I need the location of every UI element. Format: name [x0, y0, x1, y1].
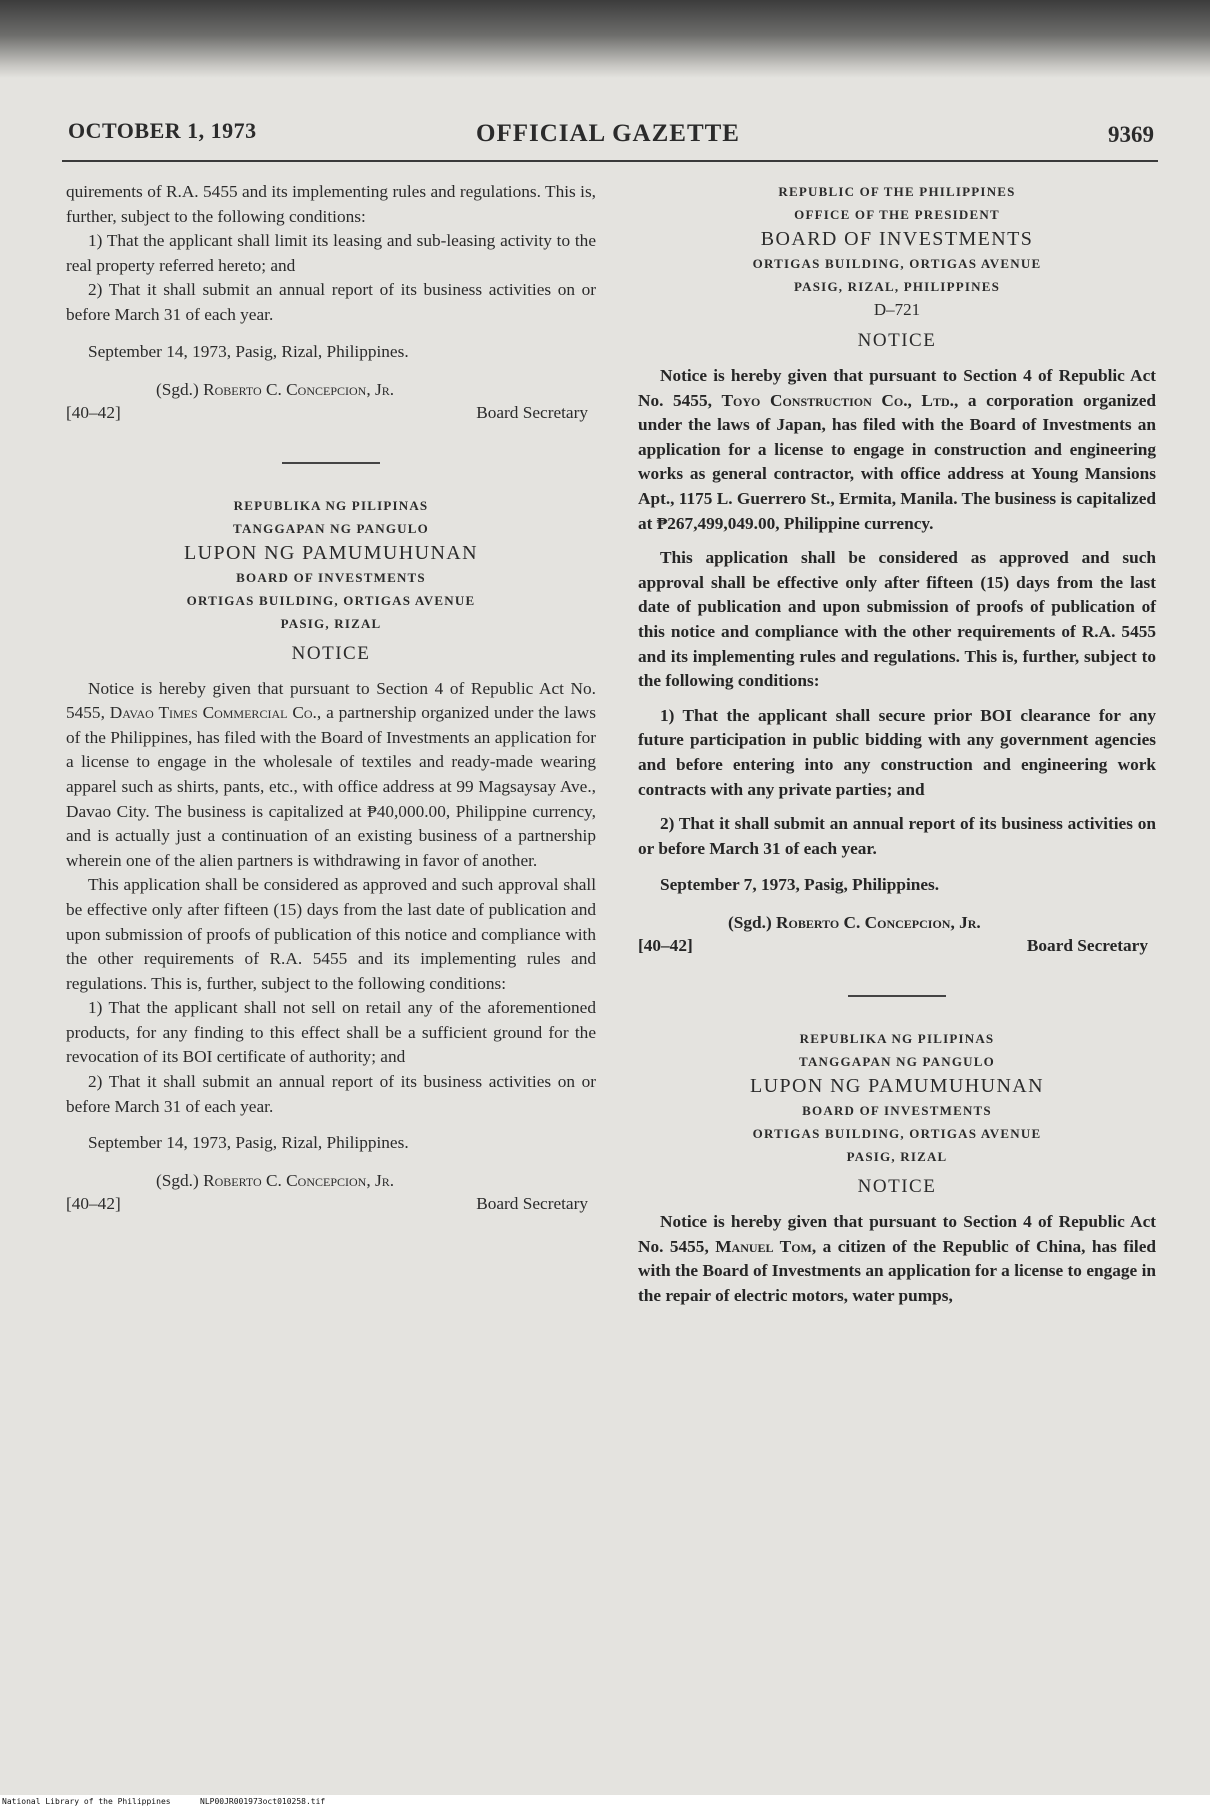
continued-intro: quirements of R.A. 5455 and its implementing rules and regulations. This is, further, subject to the following conditions: — [66, 182, 596, 226]
signatory-title: Board Secretary — [476, 1194, 588, 1214]
heading-board: BOARD OF INVESTMENTS — [760, 228, 1034, 250]
paragraph-text: Notice is hereby given that pursuant to Section 4 of Republic Act No. 5455, — [638, 1212, 1156, 1256]
signatory-name: Roberto C. Concepcion, Jr. — [776, 913, 981, 933]
header-page-number: 9369 — [1108, 122, 1154, 147]
heading-city: PASIG, RIZAL, PHILIPPINES — [793, 279, 1000, 294]
signatory-name: Roberto C. Concepcion, Jr. — [203, 379, 395, 399]
notice-toyo-construction — [638, 180, 1156, 957]
heading-lupon: LUPON NG PAMUMUHUNAN — [184, 541, 478, 564]
left-column — [66, 180, 596, 1215]
paragraph-text: Notice is hereby given that pursuant to Section 4 of Republic Act No. 5455, — [66, 678, 596, 723]
separator-rule — [282, 462, 380, 464]
heading-republika: REPUBLIKA NG PILIPINAS — [799, 1031, 995, 1047]
paragraph-text: Notice is hereby given that pursuant to Section 4 of Republic Act No. 5455, — [638, 366, 1156, 410]
continued-signature — [66, 378, 596, 424]
notice-paragraph-1 — [638, 364, 1156, 536]
notice-heading: NOTICE — [857, 1176, 937, 1198]
signatory-title: Board Secretary — [1026, 936, 1148, 956]
paragraph-text: , a corporation organized under the laws of Japan, has filed with the Board of Investments an application for a license to engage in construction and engineering works as general contractor, with office address at Young Mansions Apt., 1175 L. Guerrero St., Ermita, Manila. The business is capitalized at ₱267,499,049.00, Philippine currency. — [638, 390, 1156, 533]
heading-republic: REPUBLIC OF THE PHILIPPINES — [778, 184, 1016, 199]
notice-davao-times — [66, 494, 596, 1216]
heading-tanggapan: TANGGAPAN NG PANGULO — [233, 520, 429, 536]
notice-dateline: September 14, 1973, Pasig, Rizal, Philippines. — [88, 1133, 409, 1153]
continued-dateline: September 14, 1973, Pasig, Rizal, Philippines. — [88, 341, 409, 361]
notice-condition-2: 2) That it shall submit an annual report of its business activities on or before March 31 of each year. — [66, 1072, 596, 1116]
paragraph-text: , a citizen of the Republic of China, has filed with the Board of Investments an application for a license to engage in the repair of electric motors, water pumps, — [638, 1236, 1156, 1306]
heading-address: ORTIGAS BUILDING, ORTIGAS AVENUE — [752, 256, 1042, 271]
heading-board: BOARD OF INVESTMENTS — [236, 569, 426, 585]
sgd-prefix: (Sgd.) — [156, 379, 199, 399]
page-header — [62, 112, 1154, 158]
heading-board: BOARD OF INVESTMENTS — [802, 1103, 992, 1119]
signature-line — [156, 1169, 394, 1192]
notice-condition-1: 1) That the applicant shall not sell on retail any of the aforementioned products, for any finding to this effect shall be a sufficient ground for the revocation of its BOI certificate of authority; and — [66, 998, 596, 1067]
heading-address: ORTIGAS BUILDING, ORTIGAS AVENUE — [752, 1126, 1042, 1142]
notice-dateline: September 7, 1973, Pasig, Philippines. — [660, 875, 940, 895]
heading-city: PASIG, RIZAL — [280, 615, 382, 631]
notice-signature — [638, 911, 1156, 957]
signature-line — [156, 378, 394, 401]
right-column — [638, 180, 1156, 1309]
heading-republika: REPUBLIKA NG PILIPINAS — [233, 497, 429, 513]
publication-code: [40–42] — [638, 936, 693, 956]
notice-paragraph-1 — [638, 1210, 1156, 1308]
notice-paragraph-1 — [66, 677, 596, 874]
notice-manuel-tom — [638, 1027, 1156, 1308]
continued-condition-1: 1) That the applicant shall limit its leasing and sub-leasing activity to the real property referred hereto; and — [66, 231, 596, 275]
sgd-prefix: (Sgd.) — [156, 1171, 199, 1191]
scan-top-shadow — [0, 0, 1210, 78]
heading-address: ORTIGAS BUILDING, ORTIGAS AVENUE — [186, 592, 476, 608]
footer-filename: NLP00JR001973oct010258.tif — [200, 1797, 326, 1806]
notice-heading: NOTICE — [291, 642, 371, 664]
separator-rule — [848, 995, 946, 997]
signatory-name: Roberto C. Concepcion, Jr. — [203, 1171, 395, 1191]
heading-city: PASIG, RIZAL — [846, 1149, 948, 1165]
signature-line — [728, 911, 981, 934]
header-date: OCTOBER 1, 1973 — [68, 118, 257, 143]
notice-condition-1: 1) That the applicant shall secure prior BOI clearance for any future participation in public bidding with any government agencies and before entering into any construction and engineering work contracts with any private parties; and — [638, 705, 1156, 799]
footer-library: National Library of the Philippines — [2, 1797, 171, 1806]
heading-lupon: LUPON NG PAMUMUHUNAN — [750, 1075, 1044, 1098]
heading-docket: D–721 — [873, 300, 921, 319]
header-rule — [62, 160, 1158, 162]
heading-office: OFFICE OF THE PRESIDENT — [794, 207, 1000, 222]
signatory-title: Board Secretary — [476, 402, 588, 422]
header-title: OFFICIAL GAZETTE — [476, 120, 740, 147]
applicant-name: Manuel Tom — [715, 1236, 812, 1256]
heading-tanggapan: TANGGAPAN NG PANGULO — [799, 1054, 995, 1070]
scan-footer — [0, 1795, 1210, 1808]
notice-paragraph-2: This application shall be considered as approved and such approval shall be effective only after fifteen (15) days from the last date of publication and upon submission of proofs of publication of this notice and compliance with the other requirements of R.A. 5455 and its implementing rules and regulations. This is, further, subject to the following conditions: — [638, 548, 1156, 691]
continued-condition-2: 2) That it shall submit an annual report of its business activities on or before March 31 of each year. — [66, 280, 596, 324]
paragraph-text: , a partnership organized under the laws of the Philippines, has filed with the Board of Investments an application for a license to engage in the wholesale of textiles and ready-made wearing apparel such as shirts, pants, etc., with office address at 99 Magsaysay Ave., Davao City. The business is capitalized at ₱40,000.00, Philippine currency, and is actually just a continuation of an existing business of a partnership wherein one of the alien partners is withdrawing in favor of another. — [66, 703, 596, 870]
sgd-prefix: (Sgd.) — [728, 913, 772, 933]
applicant-name: Davao Times Commercial Co. — [109, 703, 317, 723]
notice-condition-2: 2) That it shall submit an annual report of its business activities on or before March 31 of each year. — [638, 814, 1156, 858]
notice-signature — [66, 1169, 596, 1215]
publication-code: [40–42] — [66, 402, 121, 422]
publication-code: [40–42] — [66, 1194, 121, 1214]
notice-heading: NOTICE — [857, 330, 937, 351]
notice-paragraph-2: This application shall be considered as approved and such approval shall be effective only after fifteen (15) days from the last date of publication and upon submission of proofs of publication of this notice and compliance with the other requirements of R.A. 5455 and its implementing rules and regulations. This is, further, subject to the following conditions: — [66, 875, 596, 993]
applicant-name: Toyo Construction Co., Ltd. — [721, 390, 954, 410]
